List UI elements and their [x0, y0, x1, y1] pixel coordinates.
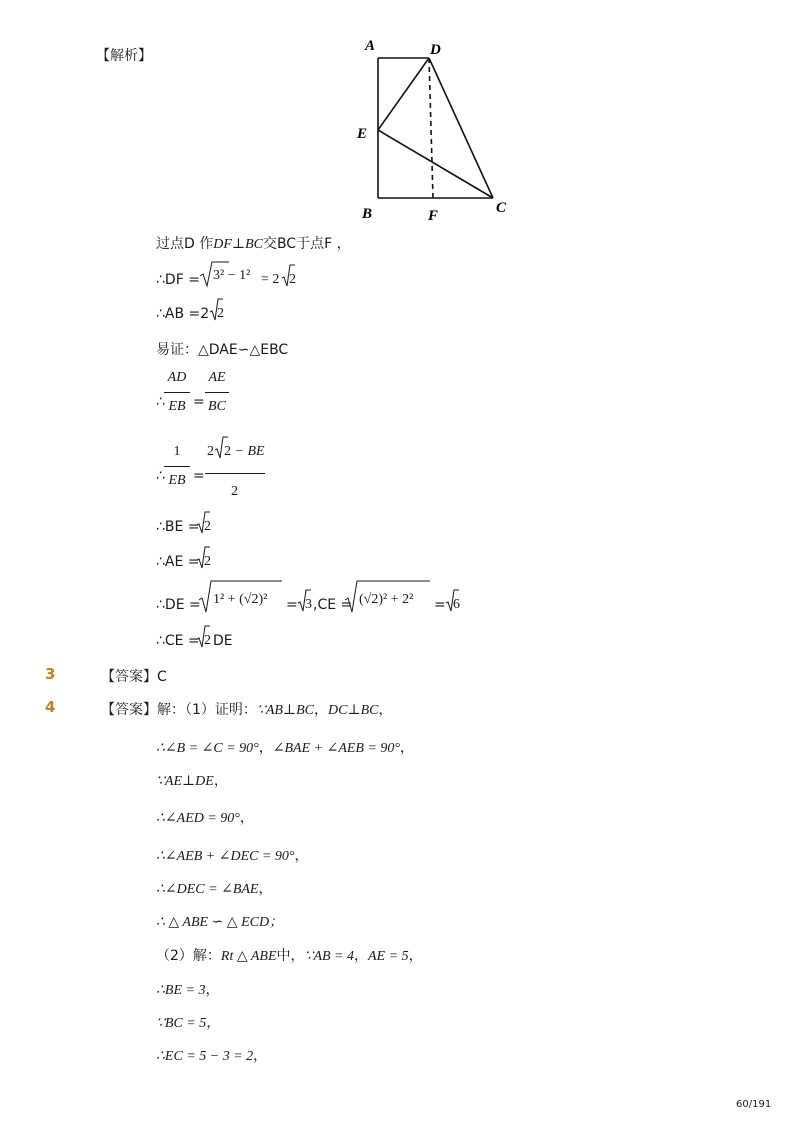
- denominator: BC: [208, 399, 226, 414]
- equals: =: [193, 394, 205, 410]
- math: ∵AB⊥BC: [256, 703, 314, 718]
- step-3: [156, 807, 254, 827]
- math: ∵AE⊥DE: [156, 774, 214, 789]
- line-de: ∴DE =: [156, 597, 201, 613]
- text: 2: [207, 444, 214, 459]
- geometry-figure: [350, 30, 525, 230]
- text: ，: [408, 948, 423, 964]
- text: ,CE =: [313, 597, 353, 613]
- line-ae: ∴AE =: [156, 554, 200, 570]
- numerator: 1: [173, 444, 181, 459]
- equals: =: [434, 597, 446, 613]
- numerator: AD: [167, 370, 187, 385]
- line-construct: [156, 233, 351, 253]
- math: ∵BC = 5: [156, 1016, 207, 1031]
- math: ∴EC = 5 − 3 = 2: [156, 1049, 254, 1064]
- denominator: 2: [231, 484, 238, 499]
- step-9: [156, 1012, 220, 1032]
- point-label-b: B: [362, 206, 373, 222]
- math: ∵AB = 4: [304, 949, 355, 964]
- line-ab: [156, 306, 209, 322]
- equals: =: [286, 597, 298, 613]
- radicand: 1² + (√2)²: [213, 592, 268, 607]
- text: − BE: [234, 444, 265, 459]
- text: ∴DF =: [156, 272, 200, 288]
- fraction-bar: [205, 473, 265, 474]
- fraction-1-eb: [164, 444, 190, 489]
- line-df: [156, 272, 200, 288]
- page-number: 60/191: [736, 1099, 772, 1110]
- text: 2: [224, 444, 231, 459]
- text: = 2: [261, 272, 280, 287]
- text: 交BC于点F ，: [262, 236, 351, 252]
- text: ，: [314, 702, 328, 718]
- math: ∴∠AED = 90°: [156, 811, 240, 826]
- therefore: ∴: [156, 394, 165, 410]
- text: ，: [294, 848, 309, 864]
- point-label-d: D: [430, 42, 441, 58]
- step-5: [156, 878, 272, 898]
- step-2: [156, 770, 228, 790]
- text: ，: [258, 740, 273, 756]
- question-number-4: 4: [45, 698, 56, 716]
- math: ∴∠DEC = ∠BAE: [156, 882, 259, 897]
- text: ，: [378, 702, 393, 718]
- math: AE = 5: [368, 949, 409, 964]
- math: Rt △ ABE: [220, 949, 277, 964]
- answer-4-header: [101, 699, 393, 719]
- math: ∴∠AEB + ∠DEC = 90°: [156, 849, 295, 864]
- text: DE: [213, 633, 233, 649]
- step-8: [156, 979, 219, 999]
- denominator: EB: [168, 399, 186, 414]
- text: ，: [206, 1015, 221, 1031]
- text: ，: [253, 1048, 268, 1064]
- text: ，: [258, 881, 273, 897]
- text: 2: [289, 272, 296, 287]
- text: 2: [217, 306, 224, 321]
- text: ，: [354, 948, 369, 964]
- point-label-c: C: [496, 200, 507, 216]
- equals: =: [193, 468, 205, 484]
- line-similar: 易证：△DAE∽△EBC: [156, 342, 289, 358]
- text: 6: [453, 597, 460, 612]
- step-7: [156, 945, 423, 965]
- answer-3: 【答案】C: [101, 669, 167, 685]
- numerator: AE: [208, 370, 226, 385]
- point-label-f: F: [428, 208, 439, 224]
- line-be: ∴BE =: [156, 519, 200, 535]
- math: ∴∠B = ∠C = 90°: [156, 741, 259, 756]
- text: ，: [205, 982, 220, 998]
- math: DC⊥BC: [328, 703, 379, 718]
- math: ∴BE = 3: [156, 983, 206, 998]
- text: ∴AB =2: [156, 306, 210, 322]
- text: ，: [400, 740, 415, 756]
- text: 2: [204, 519, 211, 534]
- text: 3: [305, 597, 312, 612]
- question-number-3: 3: [45, 665, 56, 683]
- text: ，: [239, 810, 254, 826]
- point-label-e: E: [357, 126, 368, 142]
- text: （2）解：: [156, 948, 221, 964]
- text: 2: [204, 554, 211, 569]
- line-ce: ∴CE =: [156, 633, 200, 649]
- math: DF⊥BC: [213, 237, 263, 252]
- fraction-ad-eb: [164, 370, 190, 415]
- radicand: 3² − 1²: [213, 268, 251, 283]
- step-10: [156, 1045, 267, 1065]
- step-4: [156, 845, 309, 865]
- text: 中，: [276, 948, 305, 964]
- radicand: (√2)² + 2²: [359, 592, 414, 607]
- sqrt-sign-icon: [214, 434, 228, 460]
- step-6: ∴ △ ABE ∽ △ ECD；: [156, 915, 284, 930]
- fraction-ae-bc: [205, 370, 229, 415]
- text: 过点D 作: [156, 236, 214, 252]
- text: 【答案】解：（1）证明：: [101, 702, 257, 718]
- text: 2: [204, 633, 211, 648]
- math: ∠BAE + ∠AEB = 90°: [272, 741, 401, 756]
- text: ，: [213, 773, 228, 789]
- analysis-heading: 【解析】: [96, 48, 152, 64]
- point-label-a: A: [365, 38, 376, 54]
- step-1: [156, 737, 414, 757]
- therefore: ∴: [156, 468, 165, 484]
- denominator: EB: [168, 473, 186, 488]
